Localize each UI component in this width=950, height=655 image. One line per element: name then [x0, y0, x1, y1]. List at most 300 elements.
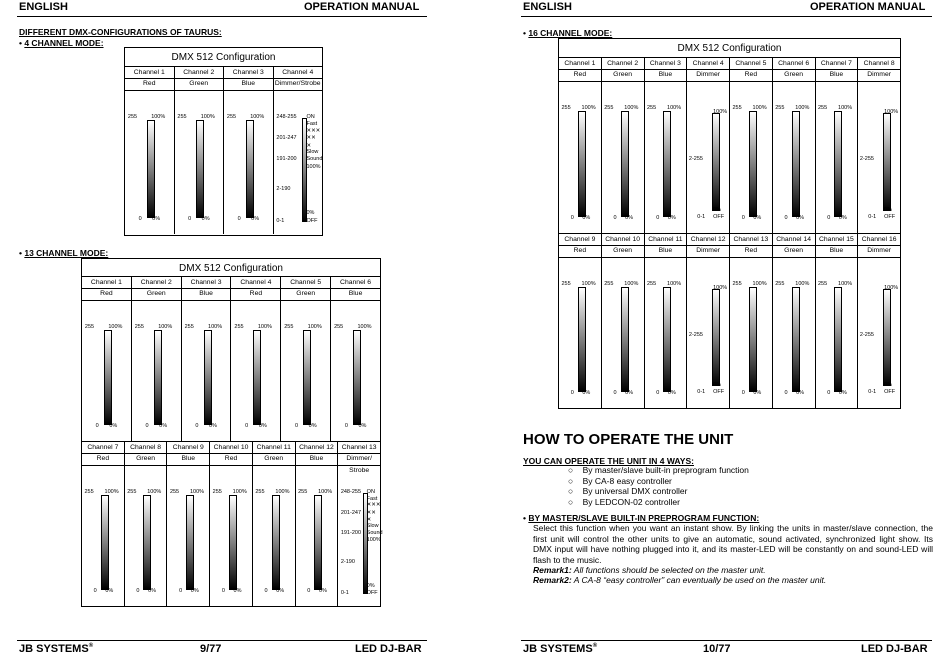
dmx-title: DMX 512 Configuration [179, 263, 283, 274]
channel-column [730, 57, 773, 233]
channel-function: Dimmer/Strobe [274, 78, 323, 91]
scale-label: 0% [148, 588, 157, 594]
dmx-config-16ch [558, 38, 901, 409]
scale-label: 2-255 [688, 156, 703, 163]
list-item: ○ By universal DMX controller [568, 486, 688, 496]
channel-function: Green [602, 245, 644, 258]
scale-label: 0 [827, 390, 831, 396]
scale-label: 0-1 [340, 589, 349, 596]
scale-label: 0% [796, 390, 805, 396]
color-fader [621, 287, 629, 392]
channel-column [331, 276, 380, 441]
channel-column [82, 441, 125, 606]
scale-label: OFF [884, 214, 896, 220]
scale-label: 255 [732, 105, 742, 111]
scale-label: 100% [275, 489, 290, 495]
channel-name: Channel 12 [296, 441, 338, 454]
channel-column [559, 233, 602, 408]
scale-label: 100% [208, 324, 223, 330]
ms-body: Select this function when you want an instant show. By linking the units in master/slave connection, the first unit will control the other units to give an automatic, sound activated, synchronized light show. Its DMX input will have nothing plugged into it, and its master-LED will be constantly on and sound-LED will flash to the music. [533, 523, 933, 565]
scale-label: 255 [561, 281, 571, 287]
right-footer-product: LED DJ-BAR [861, 643, 928, 655]
scale-label: 100% [667, 105, 682, 111]
scale-label: OFF [713, 389, 725, 395]
left-header-right: OPERATION MANUAL [304, 1, 420, 13]
scale-label: 255 [212, 489, 222, 495]
scale-label: 0 [784, 390, 788, 396]
left-header-rule [17, 16, 427, 17]
scale-label: 0% [159, 423, 168, 429]
channel-name: Channel 4 [231, 276, 280, 289]
channel-function: Red [730, 245, 772, 258]
scale-label: 0 [145, 423, 149, 429]
channel-name: Channel 15 [816, 233, 858, 246]
channel-name: Channel 2 [132, 276, 181, 289]
channel-column [82, 276, 132, 441]
scale-label: 100% [366, 537, 381, 544]
scale-label: OFF [884, 389, 896, 395]
channel-name: Channel 8 [125, 441, 167, 454]
channel-name: Channel 5 [730, 57, 772, 70]
channel-name: Channel 1 [125, 66, 174, 79]
scale-label: 0% [625, 390, 634, 396]
scale-label: 100% [838, 105, 853, 111]
channel-name: Channel 3 [224, 66, 273, 79]
scale-label: 255 [255, 489, 265, 495]
scale-label: 0% [201, 216, 210, 222]
scale-label: 0 [95, 423, 99, 429]
channel-column [125, 66, 175, 234]
channel-name: Channel 10 [602, 233, 644, 246]
channel-function: Red [730, 69, 772, 82]
right-footer-brand: JB SYSTEMS® [523, 643, 598, 655]
scale-label: ✕✕ [366, 509, 376, 516]
scale-label: 255 [234, 324, 244, 330]
channel-function: Green [125, 453, 167, 466]
channel-name: Channel 9 [559, 233, 601, 246]
scale-label: 0 [188, 216, 192, 222]
scale-label: 100% [581, 105, 596, 111]
scale-label: 100% [795, 281, 810, 287]
channel-name: Channel 14 [773, 233, 815, 246]
scale-label: 255 [184, 324, 194, 330]
channel-function: Dimmer [858, 69, 900, 82]
scale-label: 2-255 [688, 331, 703, 338]
left-section-title: DIFFERENT DMX-CONFIGURATIONS OF TAURUS: [19, 27, 222, 37]
scale-label: 0 [307, 588, 311, 594]
channel-column [687, 57, 730, 233]
channel-name: Channel 6 [331, 276, 380, 289]
scale-label: 0-1 [868, 389, 877, 395]
channel-name: Channel 16 [858, 233, 900, 246]
scale-label: 2-190 [340, 559, 355, 566]
scale-label: 100% [624, 281, 639, 287]
channel-function: Blue [224, 78, 273, 91]
color-fader [272, 495, 280, 590]
color-fader [353, 330, 361, 425]
scale-label: Sound [306, 156, 323, 163]
scale-label: 0 [613, 215, 617, 221]
scale-label: 0-1 [276, 217, 285, 224]
scale-label: ON [306, 114, 315, 120]
left-footer-page: 9/77 [200, 643, 222, 655]
channel-function: Green [281, 288, 330, 301]
scale-label: 0% [753, 215, 762, 221]
scale-label: 0 [344, 423, 348, 429]
color-fader [104, 330, 112, 425]
scale-label: 0 [613, 390, 617, 396]
scale-label: ON [366, 489, 375, 495]
scale-label: 100% [838, 281, 853, 287]
scale-label: OFF [366, 589, 378, 596]
color-fader [749, 287, 757, 392]
scale-label: 100% [306, 163, 321, 170]
scale-label: 100% [752, 105, 767, 111]
right-footer-page: 10/77 [703, 643, 731, 655]
scale-label: 0% [582, 390, 591, 396]
color-fader [578, 287, 586, 392]
channel-column [816, 233, 859, 408]
scale-label: 0% [838, 215, 847, 221]
color-fader [663, 111, 671, 217]
channel-function: Red [82, 288, 131, 301]
scale-label: 0% [251, 216, 260, 222]
scale-label: 0% [276, 588, 285, 594]
channel-function: Blue [182, 288, 231, 301]
scale-label: 0% [306, 210, 315, 217]
scale-label: 255 [84, 489, 94, 495]
channel-name: Channel 7 [816, 57, 858, 70]
left-header-left: ENGLISH [19, 1, 68, 13]
channel-name: Channel 1 [82, 276, 131, 289]
channel-function: Red [559, 245, 601, 258]
color-fader [578, 111, 586, 217]
scale-label: ✕ [366, 516, 372, 523]
channel-function: Red [559, 69, 601, 82]
channel-column [773, 57, 816, 233]
channel-column [338, 441, 383, 606]
color-fader [749, 111, 757, 217]
channel-function: Red [125, 78, 174, 91]
scale-label: 0-1 [697, 214, 706, 220]
color-fader [621, 111, 629, 217]
scale-label: 0% [625, 215, 634, 221]
scale-label: 100% [158, 324, 173, 330]
remark1: Remark1: All functions should be selected on the master unit. [533, 565, 766, 575]
scale-label: 255 [732, 281, 742, 287]
channel-column [559, 57, 602, 233]
channel-function: Green [773, 245, 815, 258]
scale-label: 201-247 [276, 135, 297, 142]
scale-label: 248-255 [340, 489, 361, 495]
scale-label: 255 [177, 114, 187, 120]
scale-label: 2-255 [859, 156, 874, 163]
channel-function: Blue [296, 453, 338, 466]
left-footer-brand: JB SYSTEMS® [19, 643, 94, 655]
channel-function: Green [602, 69, 644, 82]
channel-column [773, 233, 816, 408]
right-header-right: OPERATION MANUAL [810, 1, 926, 13]
channel-name: Channel 4 [687, 57, 729, 70]
scale-label: ✕✕✕ [306, 127, 321, 134]
scale-label: 255 [226, 114, 237, 120]
scale-label: 0 [245, 423, 249, 429]
scale-label: 0% [209, 423, 217, 429]
dimmer-fader [883, 113, 891, 211]
scale-label: 0% [258, 423, 267, 429]
color-fader [663, 287, 671, 392]
channel-column [281, 276, 331, 441]
color-fader [834, 111, 842, 217]
channel-name: Channel 10 [210, 441, 252, 454]
dmx-config-13ch [81, 258, 381, 607]
scale-label: 2-190 [276, 186, 291, 193]
channel-function: Green [773, 69, 815, 82]
color-fader [834, 287, 842, 392]
right-header-left: ENGLISH [523, 1, 572, 13]
channel-function: Dimmer [687, 245, 729, 258]
channel-row [82, 276, 380, 441]
scale-label: 0 [264, 588, 268, 594]
scale-label: 255 [334, 324, 344, 330]
color-fader [101, 495, 109, 590]
channel-function: Red [210, 453, 252, 466]
scale-label: Slow [306, 148, 319, 155]
color-fader [303, 330, 311, 425]
channel-function: Blue [816, 69, 858, 82]
channel-column [224, 66, 274, 234]
mode13-heading: • 13 CHANNEL MODE: [19, 248, 109, 258]
channel-column [167, 441, 210, 606]
scale-label: 0 [656, 215, 660, 221]
scale-label: 255 [127, 114, 138, 120]
channel-column [182, 276, 232, 441]
channel-name: Channel 11 [253, 441, 295, 454]
scale-label: 0 [570, 215, 574, 221]
scale-label: Fast [366, 496, 378, 503]
ways-list [568, 465, 749, 507]
scale-label: 100% [713, 109, 728, 115]
scale-label: 100% [307, 324, 322, 330]
channel-function: Blue [816, 245, 858, 258]
channel-row [559, 57, 900, 233]
channel-name: Channel 2 [175, 66, 224, 79]
dmx-config-4ch [124, 47, 323, 236]
scale-label: 255 [127, 489, 137, 495]
scale-label: 0% [152, 216, 161, 222]
channel-column [175, 66, 225, 234]
scale-label: 255 [647, 105, 657, 111]
scale-label: 191-200 [276, 156, 297, 163]
mode4-heading: • 4 CHANNEL MODE: [19, 38, 104, 48]
scale-label: 255 [647, 281, 657, 287]
channel-function: Dimmer [687, 69, 729, 82]
scale-label: 0 [93, 588, 97, 594]
channel-function: Dimmer/ Strobe [338, 453, 380, 466]
color-fader [314, 495, 322, 590]
scale-label: 255 [775, 281, 785, 287]
channel-column [858, 233, 900, 408]
scale-label: 0% [582, 215, 591, 221]
scale-label: 100% [581, 281, 596, 287]
scale-label: 100% [108, 324, 123, 330]
list-item: ○ By master/slave built-in preprogram function [568, 465, 749, 475]
scale-label: 0-1 [868, 214, 877, 220]
how-title: HOW TO OPERATE THE UNIT [523, 431, 734, 448]
scale-label: 100% [232, 489, 247, 495]
scale-label: 0% [366, 582, 375, 589]
channel-column [858, 57, 900, 233]
channel-name: Channel 11 [645, 233, 687, 246]
scale-label: 0% [358, 423, 367, 429]
scale-label: 0% [713, 382, 722, 388]
scale-label: Sound [366, 530, 383, 537]
scale-label: 0 [570, 390, 574, 396]
channel-column [296, 441, 339, 606]
dimmer-fader [712, 113, 720, 211]
channel-column [253, 441, 296, 606]
channel-function: Blue [645, 69, 687, 82]
list-item: ○ By LEDCON-02 controller [568, 496, 680, 507]
right-header-rule [521, 16, 932, 17]
channel-function: Blue [645, 245, 687, 258]
scale-label: 0% [308, 423, 317, 429]
scale-label: 0 [741, 390, 745, 396]
color-fader [246, 120, 254, 218]
scale-label: 100% [250, 114, 265, 120]
channel-name: Channel 5 [281, 276, 330, 289]
scale-label: 100% [357, 324, 372, 330]
scale-label: 100% [624, 105, 639, 111]
scale-label: OFF [713, 214, 725, 220]
scale-label: 255 [561, 105, 571, 111]
color-fader [792, 111, 800, 217]
channel-function: Green [175, 78, 224, 91]
scale-label: 0% [105, 588, 114, 594]
dimmer-fader [712, 289, 720, 386]
channel-name: Channel 9 [167, 441, 209, 454]
scale-label: 100% [151, 114, 166, 120]
channel-column [132, 276, 182, 441]
scale-label: 100% [713, 285, 728, 291]
scale-label: 255 [84, 324, 95, 330]
scale-label: 255 [775, 105, 785, 111]
scale-label: 2-255 [859, 331, 874, 338]
list-item: ○ By CA-8 easy controller [568, 475, 672, 486]
remark2: Remark2: A CA-8 “easy controller” can eventually be used on the master unit. [533, 575, 827, 585]
channel-name: Channel 7 [82, 441, 124, 454]
channel-name: Channel 3 [182, 276, 231, 289]
scale-label: 0% [233, 588, 242, 594]
scale-label: 191-200 [340, 530, 361, 537]
channel-function: Dimmer [858, 245, 900, 258]
channel-column [231, 276, 281, 441]
scale-label: 255 [818, 105, 828, 111]
scale-label: 100% [104, 489, 119, 495]
scale-label: ✕ [306, 142, 312, 149]
scale-label: 0% [109, 423, 118, 429]
color-fader [196, 120, 204, 218]
scale-label: 100% [667, 281, 682, 287]
scale-label: 100% [884, 109, 899, 115]
scale-label: 100% [189, 489, 205, 495]
channel-function: Blue [331, 288, 380, 301]
color-fader [253, 330, 261, 425]
channel-column [125, 441, 168, 606]
channel-column [602, 233, 645, 408]
right-footer-rule [521, 640, 932, 641]
scale-label: 0% [318, 588, 327, 594]
scale-label: 0 [656, 390, 660, 396]
color-fader [147, 120, 155, 218]
scale-label: 0% [713, 207, 722, 213]
channel-name: Channel 4 [274, 66, 323, 79]
channel-column [645, 57, 688, 233]
channel-name: Channel 3 [645, 57, 687, 70]
scale-label: 0% [667, 215, 676, 221]
dimmer-fader [883, 289, 891, 386]
channel-column [602, 57, 645, 233]
scale-label: 255 [169, 489, 180, 495]
scale-label: 0-1 [697, 389, 706, 395]
scale-label: 0 [179, 588, 183, 594]
scale-label: 0 [827, 215, 831, 221]
channel-row [559, 233, 900, 408]
channel-name: Channel 2 [602, 57, 644, 70]
scale-label: 255 [298, 489, 308, 495]
scale-label: ✕✕ [306, 135, 316, 142]
channel-name: Channel 12 [687, 233, 729, 246]
scale-label: 0 [138, 216, 142, 222]
scale-label: 100% [752, 281, 767, 287]
channel-name: Channel 13 [730, 233, 772, 246]
color-fader [154, 330, 162, 425]
ms-heading: • BY MASTER/SLAVE BUILT-IN PREPROGRAM FUNCTION: [523, 513, 760, 523]
channel-name: Channel 13 [338, 441, 380, 454]
left-footer-product: LED DJ-BAR [355, 643, 422, 655]
scale-label: 201-247 [340, 509, 361, 516]
channel-column [730, 233, 773, 408]
channel-function: Blue [167, 453, 209, 466]
channel-row [125, 66, 322, 234]
channel-function: Green [253, 453, 295, 466]
scale-label: 0% [753, 390, 762, 396]
scale-label: 100% [884, 285, 899, 291]
mode16-heading: • 16 CHANNEL MODE: [523, 28, 613, 38]
scale-label: 0 [136, 588, 140, 594]
scale-label: 0% [838, 390, 847, 396]
scale-label: 248-255 [276, 114, 297, 120]
channel-column [274, 66, 323, 234]
color-fader [204, 330, 212, 425]
dmx-title: DMX 512 Configuration [171, 52, 276, 63]
channel-row [82, 441, 383, 606]
left-footer-rule [17, 640, 427, 641]
scale-label: Slow [366, 522, 379, 529]
dmx-title: DMX 512 Configuration [677, 43, 782, 54]
scale-label: 255 [818, 281, 828, 287]
scale-label: 0 [741, 215, 745, 221]
scale-label: 100% [147, 489, 162, 495]
scale-label: 100% [318, 489, 333, 495]
scale-label: 0 [221, 588, 225, 594]
scale-label: 0% [884, 207, 893, 213]
channel-function: Green [132, 288, 181, 301]
channel-column [816, 57, 859, 233]
scale-label: 0% [884, 382, 893, 388]
scale-label: 0 [294, 423, 299, 429]
color-fader [229, 495, 237, 590]
